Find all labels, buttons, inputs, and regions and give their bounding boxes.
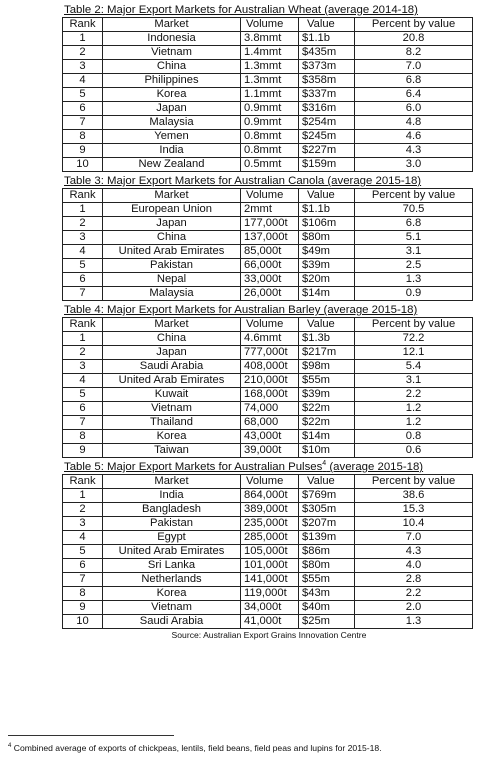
export-table-block (62, 175, 472, 301)
rank-cell: 3 (63, 60, 103, 74)
rank-cell: 5 (63, 259, 103, 273)
value-cell: $1.3b (299, 332, 355, 346)
value-cell: $55m (299, 374, 355, 388)
table-row (63, 273, 473, 287)
volume-cell: 1.3mmt (241, 74, 299, 88)
export-table (62, 474, 473, 629)
rank-cell: 4 (63, 245, 103, 259)
percent-cell: 1.2 (355, 416, 473, 430)
value-cell: $40m (299, 601, 355, 615)
column-header-rank: Rank (63, 18, 103, 32)
rank-cell: 1 (63, 489, 103, 503)
value-cell: $98m (299, 360, 355, 374)
market-cell: Thailand (103, 416, 241, 430)
market-cell: United Arab Emirates (103, 245, 241, 259)
table-row (63, 601, 473, 615)
market-cell: Saudi Arabia (103, 615, 241, 629)
export-table-block (62, 4, 472, 172)
rank-cell: 6 (63, 102, 103, 116)
market-cell: Vietnam (103, 402, 241, 416)
table-row (63, 158, 473, 172)
volume-cell: 408,000t (241, 360, 299, 374)
value-cell: $227m (299, 144, 355, 158)
rank-cell: 9 (63, 144, 103, 158)
table-row (63, 332, 473, 346)
value-cell: $435m (299, 46, 355, 60)
percent-cell: 4.3 (355, 144, 473, 158)
market-cell: United Arab Emirates (103, 374, 241, 388)
value-cell: $358m (299, 74, 355, 88)
market-cell: Japan (103, 217, 241, 231)
table-row (63, 360, 473, 374)
volume-cell: 119,000t (241, 587, 299, 601)
rank-cell: 9 (63, 444, 103, 458)
rank-cell: 4 (63, 531, 103, 545)
percent-cell: 2.5 (355, 259, 473, 273)
export-table (62, 17, 473, 172)
percent-cell: 20.8 (355, 32, 473, 46)
rank-cell: 2 (63, 46, 103, 60)
column-header-market: Market (103, 318, 241, 332)
volume-cell: 210,000t (241, 374, 299, 388)
value-cell: $86m (299, 545, 355, 559)
value-cell: $20m (299, 273, 355, 287)
column-header-pct: Percent by value (355, 18, 473, 32)
percent-cell: 3.1 (355, 245, 473, 259)
volume-cell: 1.4mmt (241, 46, 299, 60)
rank-cell: 5 (63, 545, 103, 559)
table-row (63, 287, 473, 301)
volume-cell: 105,000t (241, 545, 299, 559)
column-header-market: Market (103, 189, 241, 203)
percent-cell: 1.3 (355, 615, 473, 629)
volume-cell: 0.8mmt (241, 144, 299, 158)
table-row (63, 116, 473, 130)
percent-cell: 4.3 (355, 545, 473, 559)
market-cell: Kuwait (103, 388, 241, 402)
volume-cell: 43,000t (241, 430, 299, 444)
rank-cell: 10 (63, 158, 103, 172)
export-table (62, 188, 473, 301)
percent-cell: 2.0 (355, 601, 473, 615)
volume-cell: 864,000t (241, 489, 299, 503)
percent-cell: 8.2 (355, 46, 473, 60)
footnote-mark: 4 (8, 743, 12, 750)
value-cell: $337m (299, 88, 355, 102)
percent-cell: 12.1 (355, 346, 473, 360)
volume-cell: 0.8mmt (241, 130, 299, 144)
percent-cell: 72.2 (355, 332, 473, 346)
percent-cell: 6.8 (355, 74, 473, 88)
percent-cell: 5.1 (355, 231, 473, 245)
volume-cell: 285,000t (241, 531, 299, 545)
volume-cell: 0.9mmt (241, 116, 299, 130)
table-caption-text: Table 3: Major Export Markets for Australian Canola (average 2015-18) (64, 175, 422, 187)
table-row (63, 545, 473, 559)
column-header-rank: Rank (63, 318, 103, 332)
rank-cell: 7 (63, 416, 103, 430)
rank-cell: 5 (63, 88, 103, 102)
table-row (63, 416, 473, 430)
percent-cell: 0.6 (355, 444, 473, 458)
rank-cell: 9 (63, 601, 103, 615)
volume-cell: 41,000t (241, 615, 299, 629)
value-cell: $14m (299, 430, 355, 444)
percent-cell: 5.4 (355, 360, 473, 374)
table-caption (62, 175, 472, 188)
table-caption-text: Table 4: Major Export Markets for Australian Barley (average 2015-18) (64, 304, 418, 316)
volume-cell: 235,000t (241, 517, 299, 531)
market-cell: India (103, 144, 241, 158)
table-row (63, 144, 473, 158)
market-cell: Vietnam (103, 46, 241, 60)
value-cell: $22m (299, 416, 355, 430)
table-row (63, 388, 473, 402)
rank-cell: 6 (63, 402, 103, 416)
percent-cell: 0.8 (355, 430, 473, 444)
footnote-divider (8, 735, 174, 736)
caption-footnote-mark: 4 (322, 460, 327, 468)
volume-cell: 101,000t (241, 559, 299, 573)
market-cell: United Arab Emirates (103, 545, 241, 559)
volume-cell: 3.8mmt (241, 32, 299, 46)
market-cell: India (103, 489, 241, 503)
market-cell: Pakistan (103, 259, 241, 273)
rank-cell: 6 (63, 559, 103, 573)
value-cell: $373m (299, 60, 355, 74)
percent-cell: 0.9 (355, 287, 473, 301)
column-header-vol: Volume (241, 475, 299, 489)
percent-cell: 1.3 (355, 273, 473, 287)
percent-cell: 6.0 (355, 102, 473, 116)
column-header-val: Value (299, 18, 355, 32)
percent-cell: 4.0 (355, 559, 473, 573)
document-page (62, 4, 472, 643)
rank-cell: 2 (63, 503, 103, 517)
value-cell: $316m (299, 102, 355, 116)
table-header-row (63, 475, 473, 489)
market-cell: Korea (103, 88, 241, 102)
rank-cell: 3 (63, 231, 103, 245)
value-cell: $217m (299, 346, 355, 360)
rank-cell: 1 (63, 203, 103, 217)
market-cell: Malaysia (103, 116, 241, 130)
table-row (63, 444, 473, 458)
percent-cell: 4.6 (355, 130, 473, 144)
value-cell: $10m (299, 444, 355, 458)
market-cell: Indonesia (103, 32, 241, 46)
table-caption-text: Table 2: Major Export Markets for Australian Wheat (average 2014-18) (64, 4, 418, 16)
rank-cell: 8 (63, 587, 103, 601)
table-row (63, 88, 473, 102)
value-cell: $245m (299, 130, 355, 144)
table-row (63, 374, 473, 388)
volume-cell: 168,000t (241, 388, 299, 402)
percent-cell: 2.8 (355, 573, 473, 587)
table-caption (62, 4, 472, 17)
table-row (63, 430, 473, 444)
table-row (63, 231, 473, 245)
market-cell: China (103, 231, 241, 245)
market-cell: Taiwan (103, 444, 241, 458)
rank-cell: 8 (63, 130, 103, 144)
market-cell: China (103, 332, 241, 346)
market-cell: Yemen (103, 130, 241, 144)
table-caption-text: Table 5: Major Export Markets for Australian Pulses (64, 461, 323, 473)
value-cell: $25m (299, 615, 355, 629)
market-cell: Japan (103, 102, 241, 116)
volume-cell: 177,000t (241, 217, 299, 231)
volume-cell: 2mmt (241, 203, 299, 217)
table-row (63, 615, 473, 629)
volume-cell: 34,000t (241, 601, 299, 615)
market-cell: Nepal (103, 273, 241, 287)
footnote-text: Combined average of exports of chickpeas, lentils, field beans, field peas and lupins for 2015-18. (11, 743, 382, 753)
market-cell: Saudi Arabia (103, 360, 241, 374)
value-cell: $159m (299, 158, 355, 172)
table-row (63, 217, 473, 231)
rank-cell: 4 (63, 74, 103, 88)
value-cell: $43m (299, 587, 355, 601)
rank-cell: 2 (63, 217, 103, 231)
table-row (63, 46, 473, 60)
column-header-pct: Percent by value (355, 189, 473, 203)
value-cell: $39m (299, 259, 355, 273)
table-row (63, 130, 473, 144)
column-header-vol: Volume (241, 318, 299, 332)
table-caption (62, 304, 472, 317)
percent-cell: 10.4 (355, 517, 473, 531)
column-header-rank: Rank (63, 475, 103, 489)
rank-cell: 6 (63, 273, 103, 287)
percent-cell: 2.2 (355, 388, 473, 402)
volume-cell: 66,000t (241, 259, 299, 273)
value-cell: $305m (299, 503, 355, 517)
value-cell: $80m (299, 559, 355, 573)
source-note: Source: Australian Export Grains Innovation Centre (171, 630, 367, 640)
percent-cell: 38.6 (355, 489, 473, 503)
percent-cell: 1.2 (355, 402, 473, 416)
volume-cell: 4.6mmt (241, 332, 299, 346)
table-row (63, 489, 473, 503)
value-cell: $106m (299, 217, 355, 231)
value-cell: $80m (299, 231, 355, 245)
volume-cell: 85,000t (241, 245, 299, 259)
table-row (63, 245, 473, 259)
value-cell: $55m (299, 573, 355, 587)
value-cell: $1.1b (299, 203, 355, 217)
volume-cell: 68,000 (241, 416, 299, 430)
value-cell: $139m (299, 531, 355, 545)
volume-cell: 389,000t (241, 503, 299, 517)
column-header-vol: Volume (241, 189, 299, 203)
value-cell: $1.1b (299, 32, 355, 46)
table-row (63, 203, 473, 217)
column-header-market: Market (103, 475, 241, 489)
table-row (63, 102, 473, 116)
table-header-row (63, 318, 473, 332)
market-cell: European Union (103, 203, 241, 217)
column-header-rank: Rank (63, 189, 103, 203)
volume-cell: 0.5mmt (241, 158, 299, 172)
footnote (8, 743, 382, 753)
table-row (63, 503, 473, 517)
table-row (63, 259, 473, 273)
table-header-row (63, 18, 473, 32)
rank-cell: 7 (63, 573, 103, 587)
market-cell: Sri Lanka (103, 559, 241, 573)
percent-cell: 70.5 (355, 203, 473, 217)
market-cell: Japan (103, 346, 241, 360)
value-cell: $207m (299, 517, 355, 531)
rank-cell: 3 (63, 360, 103, 374)
column-header-vol: Volume (241, 18, 299, 32)
volume-cell: 26,000t (241, 287, 299, 301)
market-cell: New Zealand (103, 158, 241, 172)
rank-cell: 1 (63, 332, 103, 346)
market-cell: Vietnam (103, 601, 241, 615)
table-row (63, 559, 473, 573)
percent-cell: 3.1 (355, 374, 473, 388)
table-row (63, 573, 473, 587)
value-cell: $49m (299, 245, 355, 259)
market-cell: Netherlands (103, 573, 241, 587)
percent-cell: 2.2 (355, 587, 473, 601)
value-cell: $769m (299, 489, 355, 503)
percent-cell: 6.4 (355, 88, 473, 102)
volume-cell: 1.3mmt (241, 60, 299, 74)
market-cell: Malaysia (103, 287, 241, 301)
volume-cell: 74,000 (241, 402, 299, 416)
export-table-block (62, 461, 472, 640)
column-header-market: Market (103, 18, 241, 32)
table-row (63, 346, 473, 360)
value-cell: $254m (299, 116, 355, 130)
table-row (63, 587, 473, 601)
table-row (63, 74, 473, 88)
column-header-pct: Percent by value (355, 475, 473, 489)
volume-cell: 777,000t (241, 346, 299, 360)
value-cell: $22m (299, 402, 355, 416)
table-header-row (63, 189, 473, 203)
market-cell: Pakistan (103, 517, 241, 531)
export-table (62, 317, 473, 458)
table-caption (62, 461, 472, 474)
volume-cell: 141,000t (241, 573, 299, 587)
column-header-val: Value (299, 318, 355, 332)
rank-cell: 5 (63, 388, 103, 402)
market-cell: Philippines (103, 74, 241, 88)
volume-cell: 33,000t (241, 273, 299, 287)
rank-cell: 4 (63, 374, 103, 388)
table-row (63, 402, 473, 416)
rank-cell: 7 (63, 116, 103, 130)
value-cell: $14m (299, 287, 355, 301)
percent-cell: 7.0 (355, 531, 473, 545)
table-caption-tail: (average 2015-18) (326, 461, 424, 473)
table-row (63, 517, 473, 531)
percent-cell: 6.8 (355, 217, 473, 231)
export-table-block (62, 304, 472, 458)
market-cell: Bangladesh (103, 503, 241, 517)
table-row (63, 60, 473, 74)
value-cell: $39m (299, 388, 355, 402)
table-row (63, 32, 473, 46)
column-header-pct: Percent by value (355, 318, 473, 332)
rank-cell: 7 (63, 287, 103, 301)
percent-cell: 7.0 (355, 60, 473, 74)
volume-cell: 0.9mmt (241, 102, 299, 116)
volume-cell: 1.1mmt (241, 88, 299, 102)
market-cell: Korea (103, 587, 241, 601)
volume-cell: 39,000t (241, 444, 299, 458)
table-row (63, 531, 473, 545)
percent-cell: 3.0 (355, 158, 473, 172)
rank-cell: 10 (63, 615, 103, 629)
percent-cell: 15.3 (355, 503, 473, 517)
column-header-val: Value (299, 189, 355, 203)
volume-cell: 137,000t (241, 231, 299, 245)
market-cell: Korea (103, 430, 241, 444)
percent-cell: 4.8 (355, 116, 473, 130)
market-cell: China (103, 60, 241, 74)
rank-cell: 3 (63, 517, 103, 531)
market-cell: Egypt (103, 531, 241, 545)
rank-cell: 1 (63, 32, 103, 46)
column-header-val: Value (299, 475, 355, 489)
rank-cell: 8 (63, 430, 103, 444)
rank-cell: 2 (63, 346, 103, 360)
